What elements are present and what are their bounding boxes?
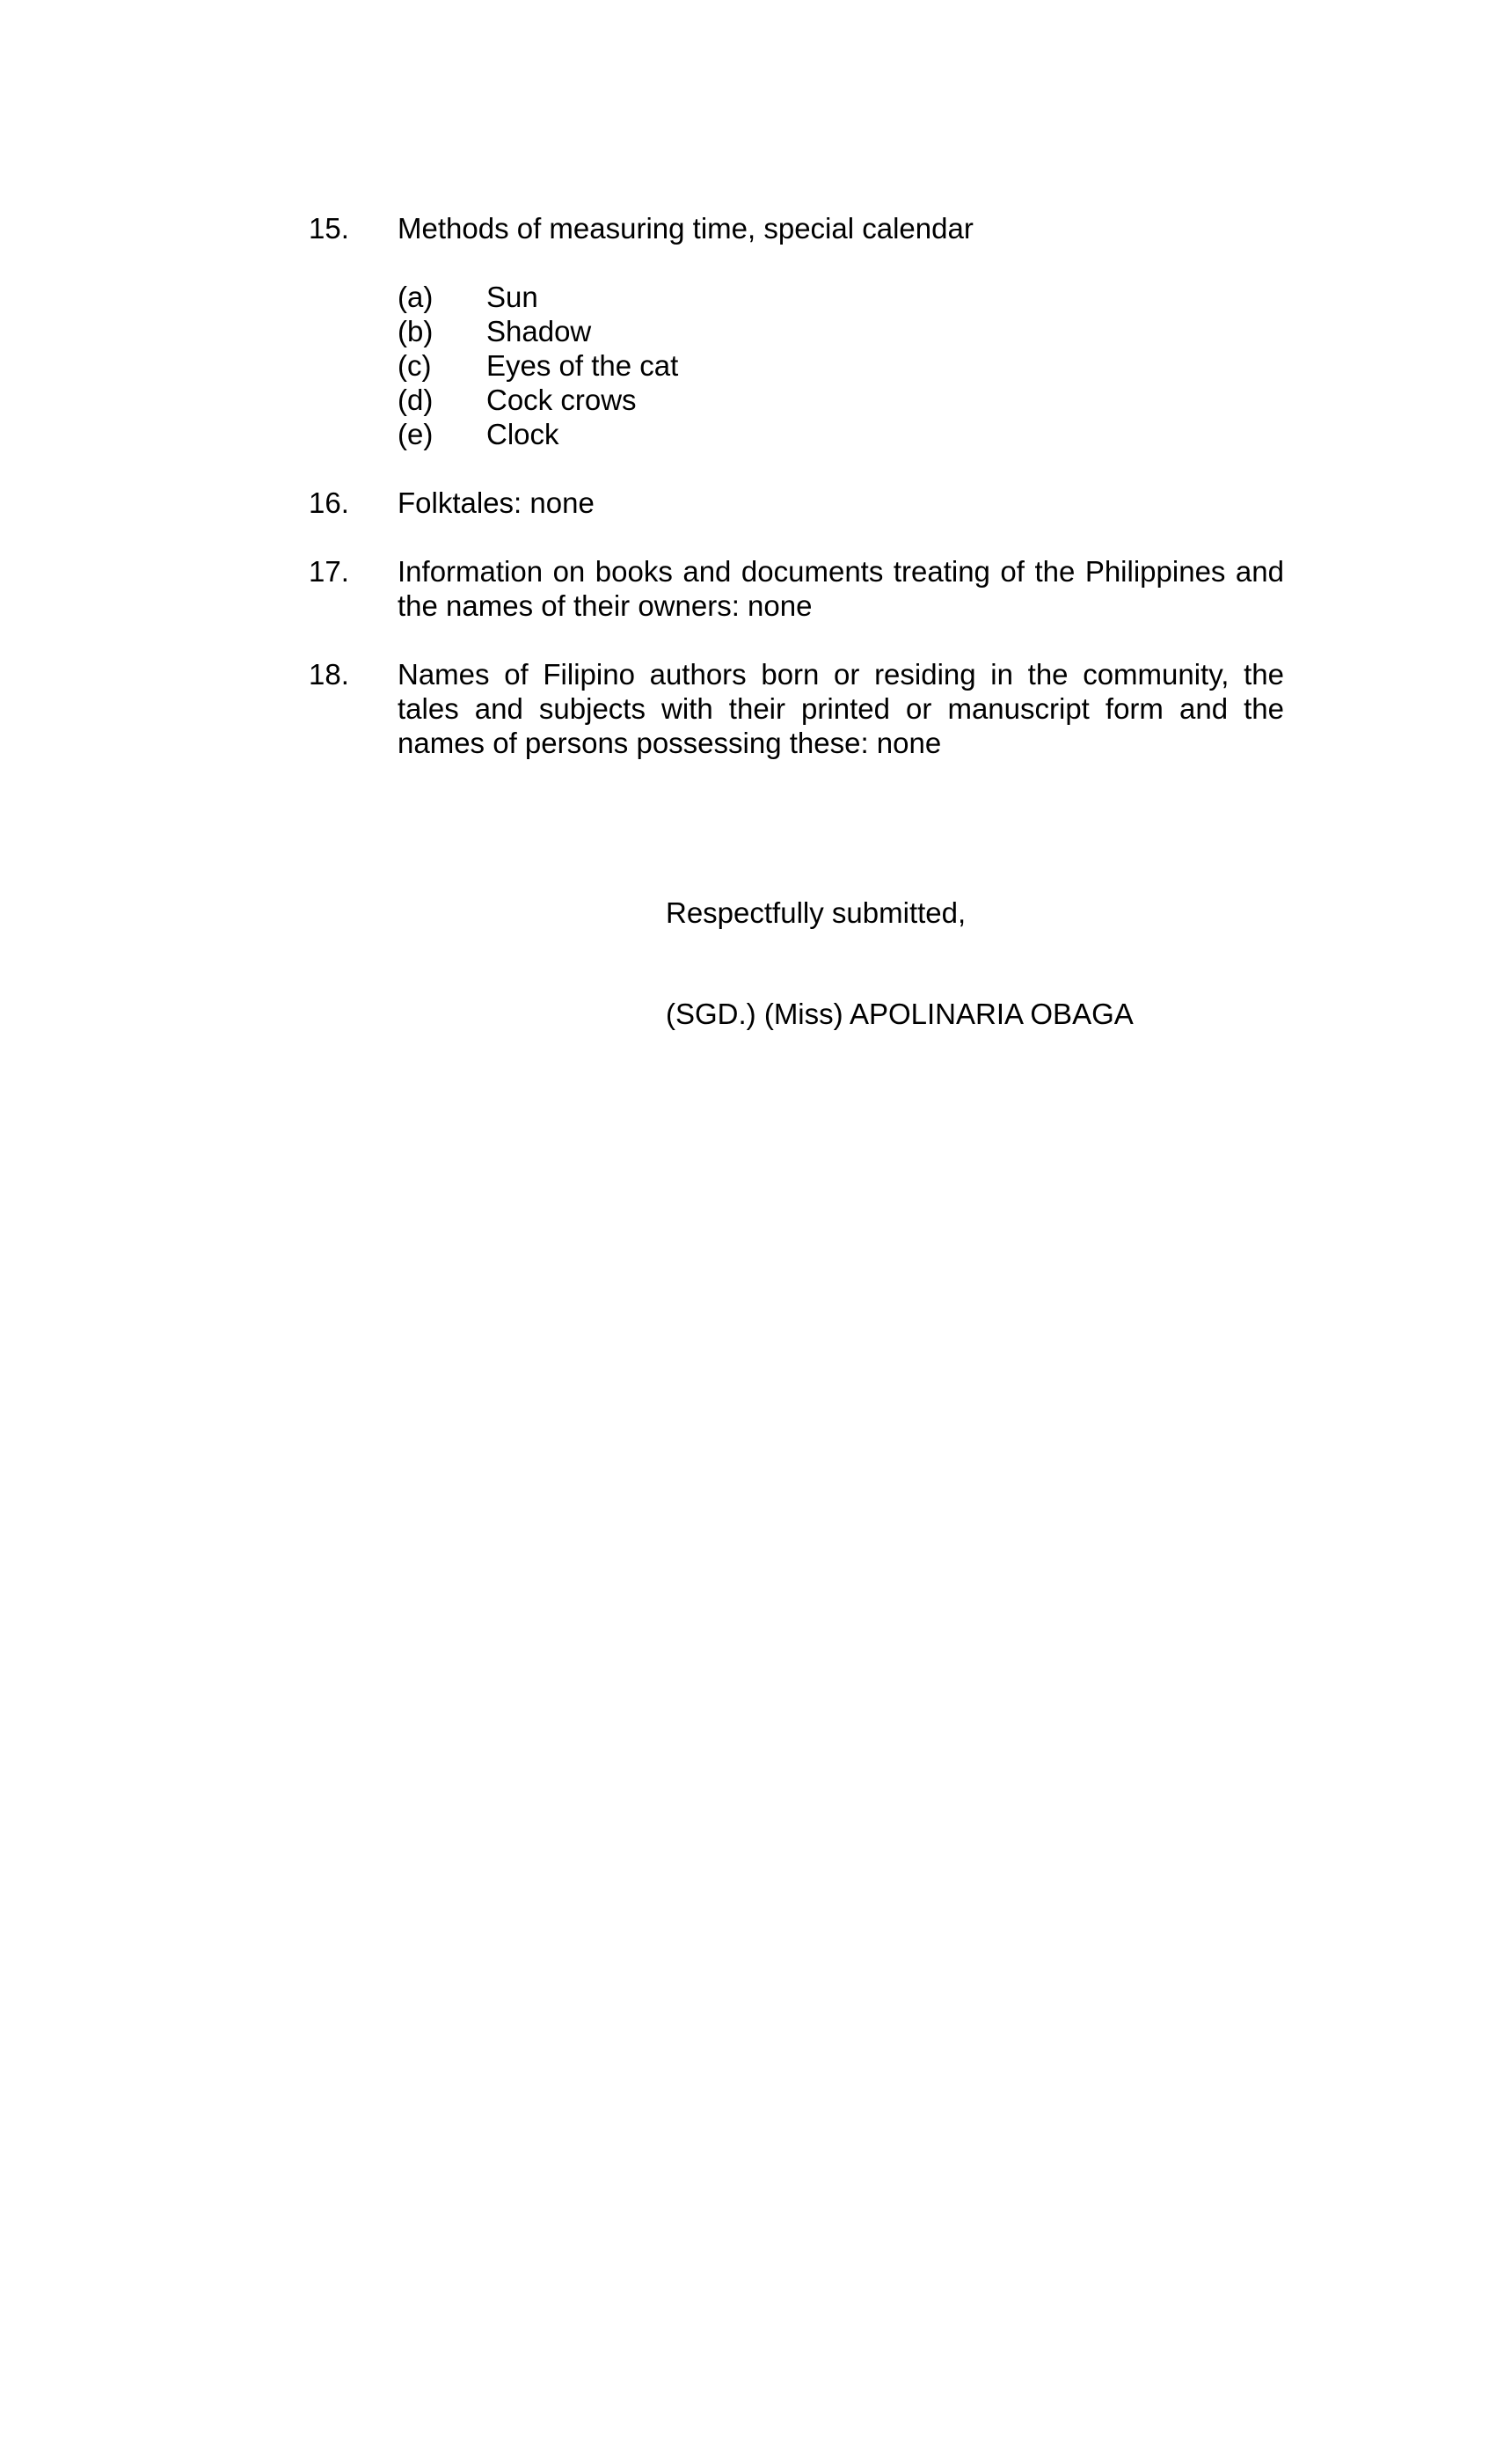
sub-item-letter: (c) — [398, 349, 432, 382]
sub-item-letter: (a) — [398, 281, 434, 313]
item-text: Names of Filipino authors born or residing in the community, the tales and subjects with their printed or manuscript form and the names of persons possessing these: none — [398, 658, 1284, 759]
item-text: Information on books and documents treating of the Philippines and the names of their owners: none — [398, 555, 1284, 622]
sub-item-label: Shadow — [486, 315, 592, 347]
item-text: Methods of measuring time, special calendar — [398, 212, 974, 245]
sub-item-label: Cock crows — [486, 384, 637, 416]
sub-item-letter: (e) — [398, 418, 434, 450]
signature-line: (SGD.) (Miss) APOLINARIA OBAGA — [666, 998, 1134, 1030]
sub-item-letter: (b) — [398, 315, 434, 347]
item-text: Folktales: none — [398, 486, 595, 519]
item-number: 16. — [309, 486, 349, 519]
closing-salutation: Respectfully submitted, — [666, 896, 967, 929]
item-number: 17. — [309, 555, 349, 588]
item-number: 15. — [309, 212, 349, 245]
sub-item-letter: (d) — [398, 384, 434, 416]
item-number: 18. — [309, 658, 349, 691]
sub-item-label: Clock — [486, 418, 559, 450]
sub-item-label: Eyes of the cat — [486, 349, 679, 382]
sub-item-label: Sun — [486, 281, 538, 313]
